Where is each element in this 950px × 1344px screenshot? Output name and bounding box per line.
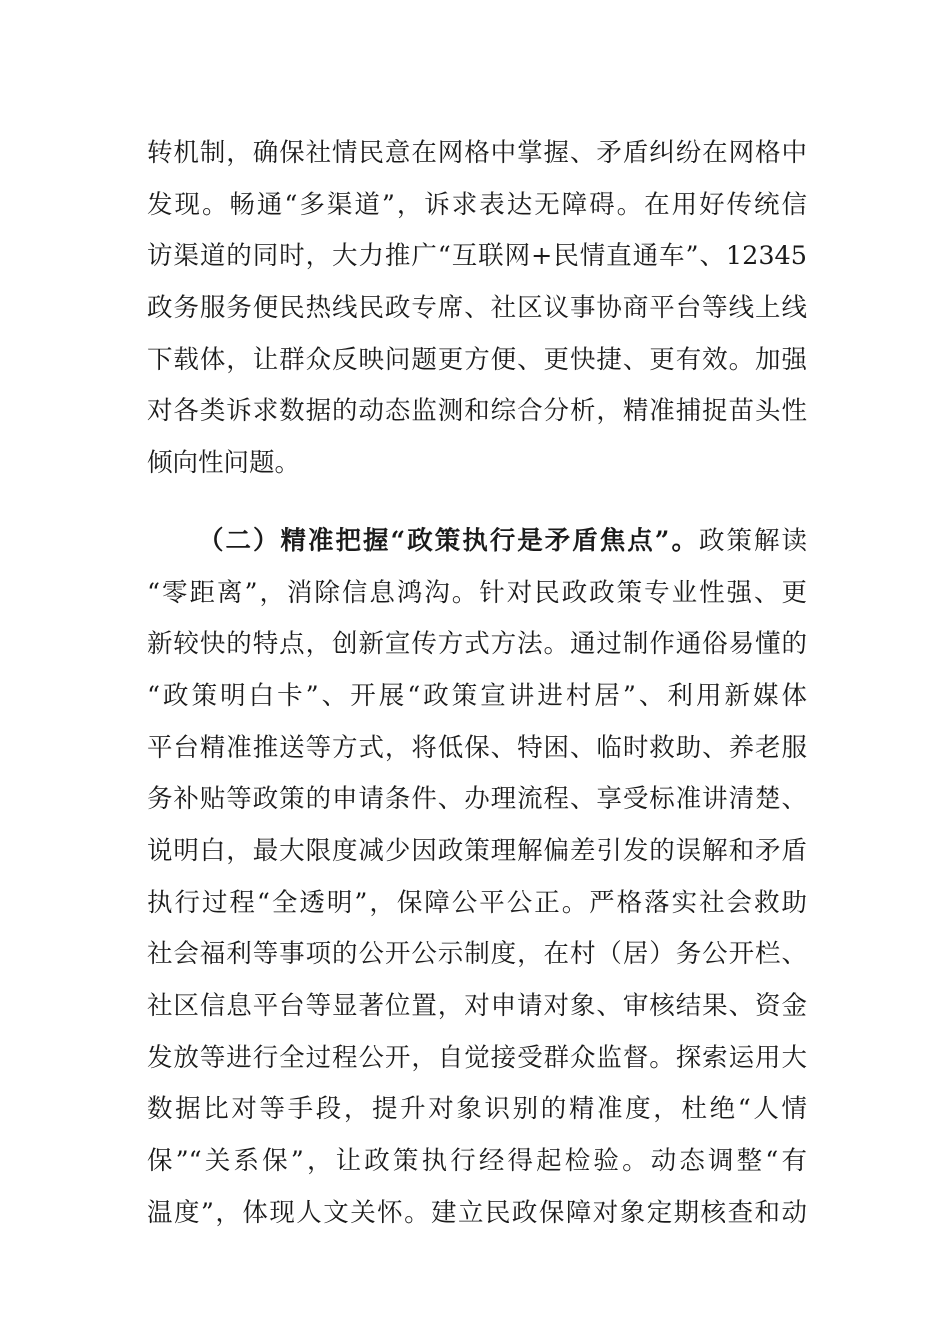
body-text <box>147 128 807 1239</box>
text-line: 下载体，让群众反映问题更方便、更快捷、更有效。加强 <box>147 344 807 375</box>
text-line: 温度”，体现人文关怀。建立民政保障对象定期核查和动 <box>147 1197 807 1228</box>
text-line: 发现。畅通“多渠道”，诉求表达无障碍。在用好传统信 <box>147 189 807 220</box>
text-line: 倾向性问题。 <box>147 448 301 479</box>
paragraph-gap <box>147 490 807 516</box>
text-line: 新较快的特点，创新宣传方式方法。通过制作通俗易懂的 <box>147 629 807 660</box>
text-line: 发放等进行全过程公开，自觉接受群众监督。探索运用大 <box>147 1042 807 1073</box>
section-heading: （二）精准把握“政策执行是矛盾焦点”。 <box>198 525 699 556</box>
paragraph-1 <box>147 128 807 490</box>
text-line: 转机制，确保社情民意在网格中掌握、矛盾纠纷在网格中 <box>147 138 807 168</box>
text-line: 平台精准推送等方式，将低保、特困、临时救助、养老服 <box>147 732 807 763</box>
text-line: 说明白，最大限度减少因政策理解偏差引发的误解和矛盾 <box>147 835 807 866</box>
heading-continuation: 政策解读 <box>698 525 807 556</box>
text-line: 访渠道的同时，大力推广“互联网+民情直通车”、12345 <box>147 241 807 272</box>
text-line-heading <box>147 516 807 568</box>
text-line: 对各类诉求数据的动态监测和综合分析，精准捕捉苗头性 <box>147 396 807 427</box>
text-line: 社区信息平台等显著位置，对申请对象、审核结果、资金 <box>147 991 807 1021</box>
text-line: 执行过程“全透明”，保障公平公正。严格落实社会救助 <box>147 887 807 918</box>
text-line: 保”“关系保”，让政策执行经得起检验。动态调整“有 <box>147 1146 807 1177</box>
text-line: 数据比对等手段，提升对象识别的精准度，杜绝“人情 <box>147 1094 807 1125</box>
text-line: 务补贴等政策的申请条件、办理流程、享受标准讲清楚、 <box>147 784 807 815</box>
text-line: “政策明白卡”、开展“政策宣讲进村居”、利用新媒体 <box>147 680 807 711</box>
text-line: “零距离”，消除信息鸿沟。针对民政政策专业性强、更 <box>147 577 807 608</box>
text-line: 社会福利等事项的公开公示制度，在村（居）务公开栏、 <box>147 939 807 970</box>
text-line: 政务服务便民热线民政专席、社区议事协商平台等线上线 <box>147 293 807 324</box>
paragraph-2 <box>147 516 807 1240</box>
